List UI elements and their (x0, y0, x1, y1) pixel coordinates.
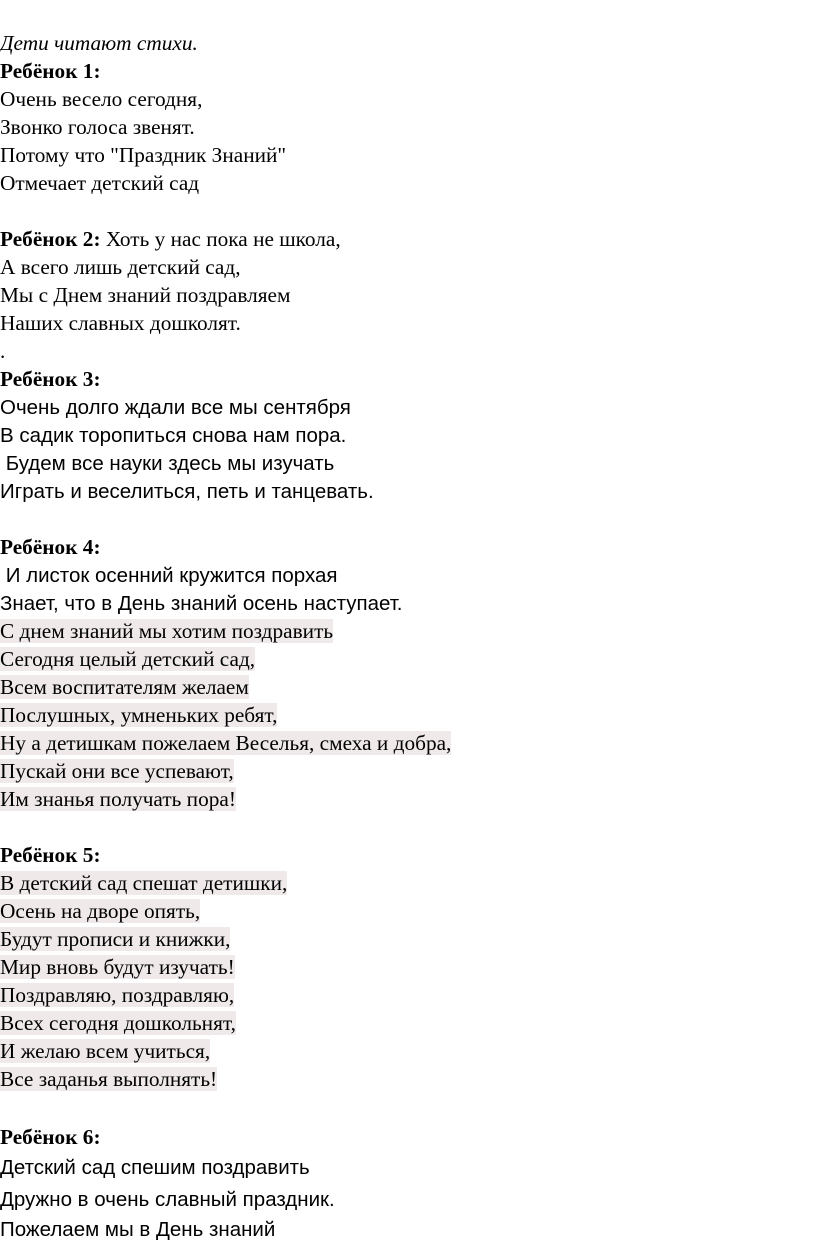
poem-line: Знает, что в День знаний осень наступает. (0, 592, 403, 615)
speaker-child-5: Ребёнок 5: (0, 843, 101, 867)
poem-line: Наших славных дошколят. (0, 311, 241, 335)
highlighted-text: С днем знаний мы хотим поздравить (0, 619, 334, 643)
poem-line (0, 618, 333, 645)
poem-line (0, 758, 234, 785)
poem-line: Мы с Днем знаний поздравляем (0, 283, 291, 307)
poem-line (0, 954, 235, 981)
highlighted-text: Всех сегодня дошкольнят, (0, 1011, 236, 1035)
poem-line: Потому что "Праздник Знаний" (0, 143, 287, 167)
poem-line (0, 1066, 217, 1093)
highlighted-text: Ну а детишкам пожелаем Веселья, смеха и добра, (0, 731, 452, 755)
poem-line: А всего лишь детский сад, (0, 255, 241, 279)
highlighted-text: Послушных, умненьких ребят, (0, 703, 278, 727)
poem-line (0, 646, 255, 673)
separator-dot: . (0, 339, 6, 363)
poem-line (0, 674, 249, 701)
poem-line (0, 1010, 236, 1037)
poem-line (0, 786, 236, 813)
poem-line: Звонко голоса звенят. (0, 115, 195, 139)
highlighted-text: В детский сад спешат детишки, (0, 871, 288, 895)
highlighted-text: Осень на дворе опять, (0, 899, 201, 923)
highlighted-text: Пускай они все успевают, (0, 759, 234, 783)
poem-line (0, 702, 277, 729)
speaker-child-4: Ребёнок 4: (0, 535, 101, 559)
poem-line: В садик торопиться снова нам пора. (0, 424, 347, 447)
poem-line: Пожелаем мы в День знаний (0, 1218, 276, 1241)
speaker-child-6: Ребёнок 6: (0, 1125, 101, 1149)
poem-line: Играть и веселиться, петь и танцевать. (0, 480, 374, 503)
speaker-child-2: Ребёнок 2: (0, 227, 101, 251)
child-2-first-line (0, 226, 341, 253)
highlighted-text: Поздравляю, поздравляю, (0, 983, 235, 1007)
poem-line (0, 730, 451, 757)
highlighted-text: Всем воспитателям желаем (0, 675, 249, 699)
poem-line: Детский сад спешим поздравить (0, 1156, 310, 1179)
poem-line: Хоть у нас пока не школа, (100, 227, 341, 251)
poem-line: И листок осенний кружится порхая (0, 564, 338, 587)
highlighted-text: Будут прописи и книжки, (0, 927, 231, 951)
poem-line (0, 926, 230, 953)
poem-line: Будем все науки здесь мы изучать (0, 452, 335, 475)
poem-line: Дружно в очень славный праздник. (0, 1188, 335, 1211)
highlighted-text: И желаю всем учиться, (0, 1039, 211, 1063)
poem-line: Очень весело сегодня, (0, 87, 203, 111)
intro-line: Дети читают стихи. (0, 31, 198, 55)
poem-line: Отмечает детский сад (0, 171, 200, 195)
speaker-child-3: Ребёнок 3: (0, 367, 101, 391)
highlighted-text: Все заданья выполнять! (0, 1067, 218, 1091)
poem-line (0, 982, 234, 1009)
highlighted-text: Сегодня целый детский сад, (0, 647, 256, 671)
highlighted-text: Мир вновь будут изучать! (0, 955, 235, 979)
poem-line (0, 898, 200, 925)
poem-line (0, 1038, 210, 1065)
poem-line: Очень долго ждали все мы сентября (0, 396, 351, 419)
speaker-child-1: Ребёнок 1: (0, 59, 101, 83)
poem-line (0, 870, 287, 897)
highlighted-text: Им знанья получать пора! (0, 787, 236, 811)
